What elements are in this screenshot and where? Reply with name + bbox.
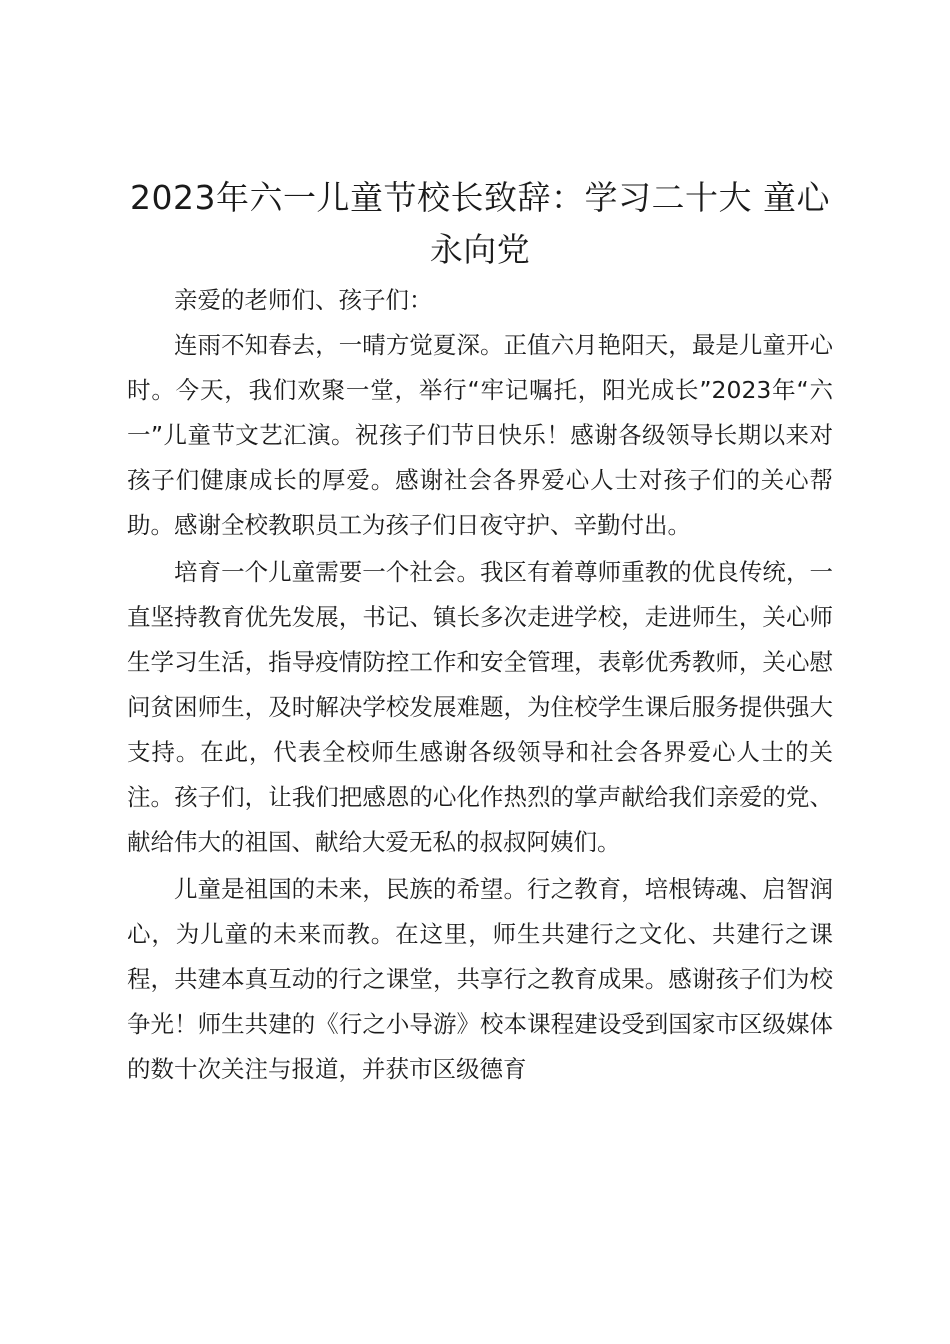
document-title: 2023年六一儿童节校长致辞：学习二十大 童心永向党	[130, 178, 830, 269]
greeting-line: 亲爱的老师们、孩子们：	[174, 286, 433, 314]
body-paragraph-1: 连雨不知春去，一晴方觉夏深。正值六月艳阳天，最是儿童开心时。今天，我们欢聚一堂，举行“牢记嘱托，阳光成长”2023年“六一”儿童节文艺汇演。祝孩子们节日快乐！感谢各级领导长期以来对孩子们健康成长的厚爱。感谢社会各界爱心人士对孩子们的关心帮助。感谢全校教职员工为孩子们日夜守护、辛勤付出。	[127, 331, 833, 539]
body-paragraph-2: 培育一个儿童需要一个社会。我区有着尊师重教的优良传统，一直坚持教育优先发展，书记、镇长多次走进学校，走进师生，关心师生学习生活，指导疫情防控工作和安全管理，表彰优秀教师，关心慰问贫困师生，及时解决学校发展难题，为住校学生课后服务提供强大支持。在此，代表全校师生感谢各级领导和社会各界爱心人士的关注。孩子们，让我们把感恩的心化作热烈的掌声献给我们亲爱的党、献给伟大的祖国、献给大爱无私的叔叔阿姨们。	[127, 558, 833, 856]
body-paragraph-3: 儿童是祖国的未来，民族的希望。行之教育，培根铸魂、启智润心，为儿童的未来而教。在这里，师生共建行之文化、共建行之课程，共建本真互动的行之课堂，共享行之教育成果。感谢孩子们为校争光！师生共建的《行之小导游》校本课程建设受到国家市区级媒体的数十次关注与报道，并获市区级德育	[127, 875, 833, 1083]
document-page	[127, 172, 833, 1092]
